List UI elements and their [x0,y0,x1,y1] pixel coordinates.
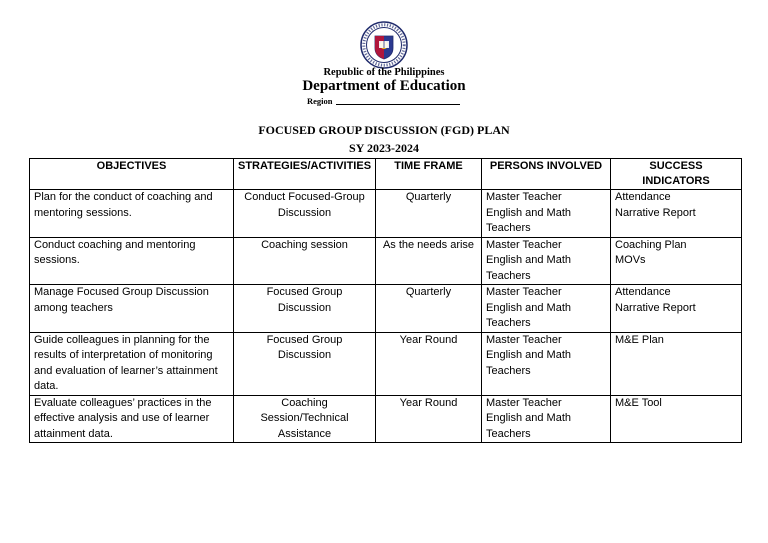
strategy-cell: Conduct Focused-Group Discussion [234,190,376,238]
region-field [307,96,460,106]
column-header-persons: PERSONS INVOLVED [482,159,611,190]
fgd-plan-table [29,158,742,443]
column-header-indicators: SUCCESS INDICATORS [611,159,742,190]
strategy-cell: Focused Group Discussion [234,332,376,395]
objective-cell: Evaluate colleagues’ practices in the effective analysis and use of learner attainment data. [30,395,234,443]
column-header-strategies: STRATEGIES/ACTIVITIES [234,159,376,190]
table-row [30,285,742,333]
time-frame-cell: As the needs arise [376,237,482,285]
indicators-cell: M&E Plan [611,332,742,395]
strategy-cell: Focused Group Discussion [234,285,376,333]
region-label: Region [307,96,333,106]
table-row [30,332,742,395]
table-row [30,237,742,285]
indicators-cell: Coaching Plan MOVs [611,237,742,285]
republic-heading: Republic of the Philippines [323,67,445,78]
objective-cell: Plan for the conduct of coaching and mentoring sessions. [30,190,234,238]
indicators-cell: M&E Tool [611,395,742,443]
time-frame-cell: Year Round [376,395,482,443]
deped-seal-logo [360,21,408,69]
persons-cell: Master Teacher English and Math Teachers [482,395,611,443]
objective-cell: Manage Focused Group Discussion among teachers [30,285,234,333]
indicators-cell: Attendance Narrative Report [611,285,742,333]
strategy-cell: Coaching Session/Technical Assistance [234,395,376,443]
region-blank-line [336,104,460,105]
table-row [30,395,742,443]
school-year: SY 2023-2024 [349,141,419,155]
time-frame-cell: Quarterly [376,285,482,333]
time-frame-cell: Year Round [376,332,482,395]
objective-cell: Guide colleagues in planning for the results of interpretation of monitoring and evaluation of learner’s attainment data. [30,332,234,395]
persons-cell: Master Teacher English and Math Teachers [482,190,611,238]
column-header-objectives: OBJECTIVES [30,159,234,190]
table-header-row [30,159,742,190]
persons-cell: Master Teacher English and Math Teachers [482,285,611,333]
objective-cell: Conduct coaching and mentoring sessions. [30,237,234,285]
persons-cell: Master Teacher English and Math Teachers [482,332,611,395]
strategy-cell: Coaching session [234,237,376,285]
indicators-cell: Attendance Narrative Report [611,190,742,238]
department-heading: Department of Education [302,78,466,94]
column-header-time-frame: TIME FRAME [376,159,482,190]
time-frame-cell: Quarterly [376,190,482,238]
document-title: FOCUSED GROUP DISCUSSION (FGD) PLAN [258,123,510,137]
persons-cell: Master Teacher English and Math Teachers [482,237,611,285]
table-row [30,190,742,238]
